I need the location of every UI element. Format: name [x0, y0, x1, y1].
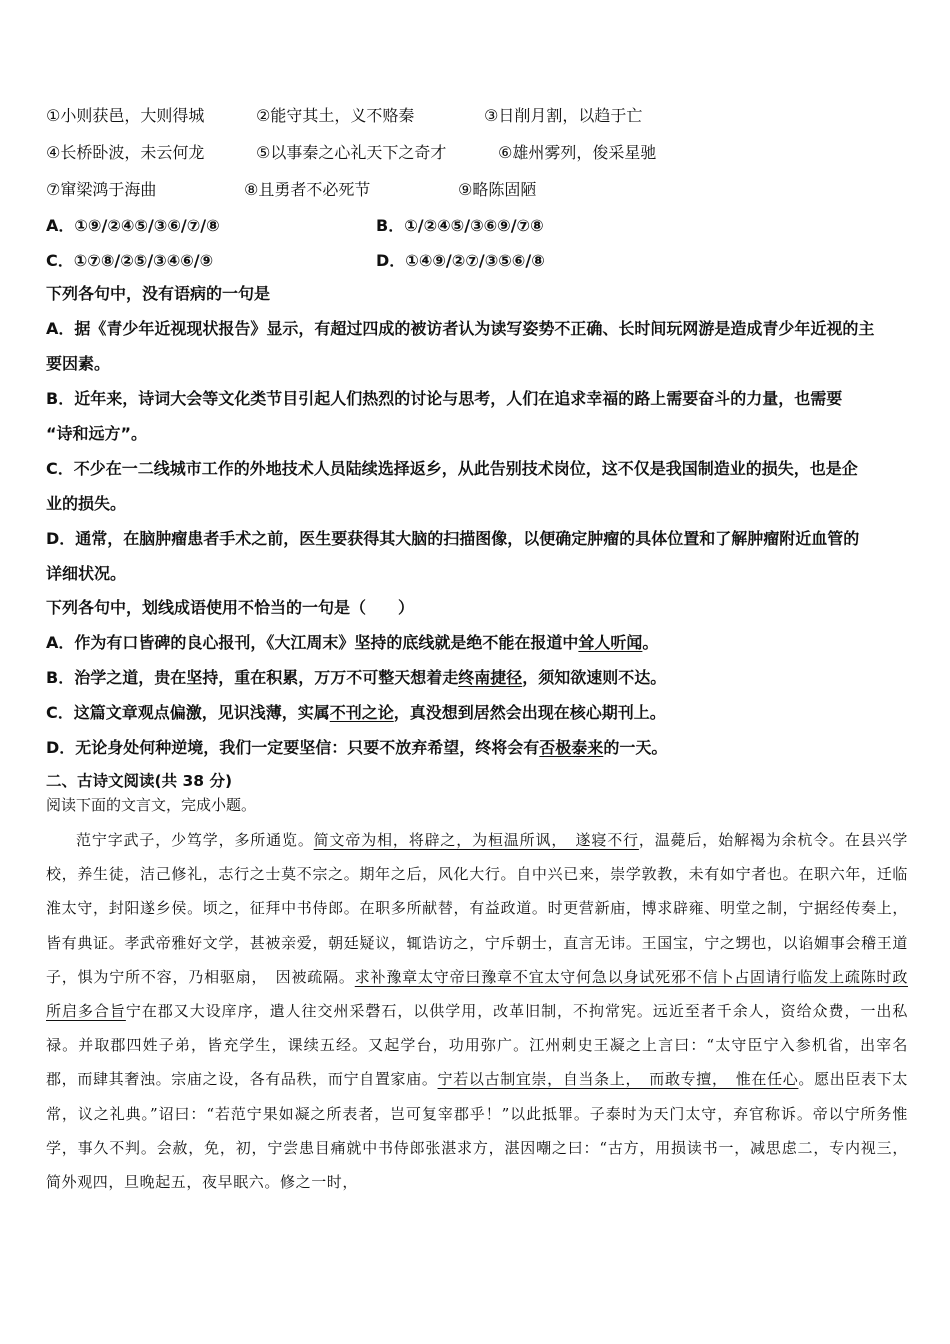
option-item: ②能守其土，义不赂秦 — [256, 106, 415, 125]
choice-b-line[interactable]: “诗和远方”。 — [46, 424, 148, 443]
choice-c-line[interactable]: 业的损失。 — [46, 494, 127, 513]
options-row-2 — [46, 133, 908, 170]
choice-d-line[interactable] — [46, 730, 908, 765]
answer-row-1 — [46, 207, 908, 242]
choice-d-line[interactable]: 详细状况。 — [46, 564, 127, 583]
classical-passage — [46, 823, 908, 1199]
underlined-idiom: 不刊之论 — [329, 703, 394, 722]
choice-b-line[interactable] — [46, 660, 908, 695]
choice-text: ，真没想到居然会出现在核心期刊上。 — [393, 703, 666, 722]
question-stem: 下列各句中，没有语病的一句是 — [46, 284, 271, 303]
underlined-idiom: 终南捷径 — [458, 668, 523, 687]
choice-a-line[interactable] — [46, 625, 908, 660]
choice-a-line[interactable]: A．据《青少年近视现状报告》显示，有超过四成的被访者认为读写姿势不正确、长时间玩网游是造成青少年近视的主 — [46, 319, 875, 338]
section-heading: 二、古诗文阅读(共 38 分) — [46, 772, 233, 790]
choice-text: B．治学之道，贵在坚持，重在积累，万万不可整天想着走 — [46, 668, 459, 687]
choice-c-line[interactable] — [46, 695, 908, 730]
option-item: ⑦窜梁鸿于海曲 — [46, 180, 157, 199]
passage-text: 。愿出臣表下太常，议之礼典。”诏曰：“若范宁果如凝之所表者，岂可复宰郡乎！”以此抵罪。子泰时为天门太守，弃官称诉。帝以宁所务惟学，事久不判。会赦，免，初，宁尝患目痛就中书侍郎张湛求方，湛因嘲之曰：“古方，用损读书一，减思虑二，专内视三，简外观四，旦晚起五，夜早眠六。修之一时， — [46, 1070, 908, 1192]
option-item: ③日削月割，以趋于亡 — [484, 106, 643, 125]
choice-text: 。 — [642, 633, 659, 652]
passage-text: 范宁字武子，少笃学，多所通览。 — [76, 831, 314, 849]
choice-text: A．作为有口皆碑的良心报刊，《大江周末》坚持的底线就是绝不能在报道中 — [46, 633, 579, 652]
option-item: ⑨略陈固陋 — [458, 180, 537, 199]
option-item: ①小则获邑，大则得城 — [46, 106, 205, 125]
section-instruction: 阅读下面的文言文，完成小题。 — [46, 796, 257, 814]
answer-choice-a[interactable]: A．①⑨/②④⑤/③⑥/⑦/⑧ — [46, 216, 220, 235]
options-row-3 — [46, 170, 908, 207]
underlined-sentence: 求补豫章太守帝曰豫章不宜太守何急以身试死邪不信卜占固请行临发上疏陈时政所启多合旨 — [46, 967, 908, 1021]
underlined-idiom: 否极泰来 — [539, 738, 604, 757]
choice-text: 的一天。 — [603, 738, 668, 757]
choice-c-line[interactable]: C．不少在一二线城市工作的外地技术人员陆续选择返乡，从此告别技术岗位，这不仅是我国制造业的损失，也是企 — [46, 459, 858, 478]
choice-a-line[interactable]: 要因素。 — [46, 354, 111, 373]
underlined-sentence: 宁若以古制宜崇，自当条上， 而敢专擅， 惟在任心 — [437, 1070, 799, 1089]
passage-text: 宁在郡又大设庠序，遣人往交州采磬石，以供学用，改革旧制，不拘常宪。远近至者千余人，资给众费，一出私禄。并取郡四姓子弟，皆充学生，课续五经。又起学台，功用弥广。江州刺史王凝之上言曰：“太守臣宁入参机省，出宰名郡，而肆其奢浊。宗庙之设，各有品秩，而宁自置家庙。 — [46, 1002, 908, 1089]
option-item: ⑤以事秦之心礼天下之奇才 — [256, 143, 447, 162]
choice-text: C．这篇文章观点偏激，见识浅薄，实属 — [46, 703, 330, 722]
passage-text: ，温薨后，始解褐为余杭令。在县兴学校，养生徒，洁己修礼，志行之士莫不宗之。期年之后，风化大行。自中兴已来，崇学敦教，未有如宁者也。在职六年，迁临淮太守，封阳遂乡侯。顷之，征拜中书侍郎。在职多所献替，有益政道。时更营新庙，博求辟雍、明堂之制，宁据经传奏上，皆有典证。孝武帝雅好文学，甚被亲爱，朝廷疑议，辄诰访之，宁斥朝士，直言无讳。王国宝，宁之甥也，以谄媚事会稽王道子，惧为宁所不容，乃相驱扇， 因被疏隔。 — [46, 831, 909, 986]
question-stem: 下列各句中，划线成语使用不恰当的一句是（ ） — [46, 598, 415, 617]
answer-row-2 — [46, 242, 908, 277]
exam-page — [46, 96, 908, 1199]
answer-choice-d[interactable]: D．①④⑨/②⑦/③⑤⑥/⑧ — [376, 251, 545, 270]
option-item: ⑧且勇者不必死节 — [244, 180, 371, 199]
underlined-sentence: 简文帝为相，将辟之，为桓温所讽， 遂寝不行 — [313, 831, 639, 849]
choice-d-line[interactable]: D．通常，在脑肿瘤患者手术之前，医生要获得其大脑的扫描图像，以便确定肿瘤的具体位置和了解肿瘤附近血管的 — [46, 529, 860, 548]
answer-choice-b[interactable]: B．①/②④⑤/③⑥⑨/⑦⑧ — [376, 216, 544, 235]
choice-text: ，须知欲速则不达。 — [522, 668, 667, 687]
answer-choice-c[interactable]: C．①⑦⑧/②⑤/③④⑥/⑨ — [46, 251, 214, 270]
option-item: ⑥雄州雾列，俊采星驰 — [498, 143, 657, 162]
option-item: ④长桥卧波，未云何龙 — [46, 143, 205, 162]
underlined-idiom: 耸人听闻 — [578, 633, 643, 652]
choice-b-line[interactable]: B．近年来，诗词大会等文化类节目引起人们热烈的讨论与思考，人们在追求幸福的路上需要奋斗的力量，也需要 — [46, 389, 843, 408]
options-row-1 — [46, 96, 908, 133]
choice-text: D．无论身处何种逆境，我们一定要坚信：只要不放弃希望，终将会有 — [46, 738, 540, 757]
